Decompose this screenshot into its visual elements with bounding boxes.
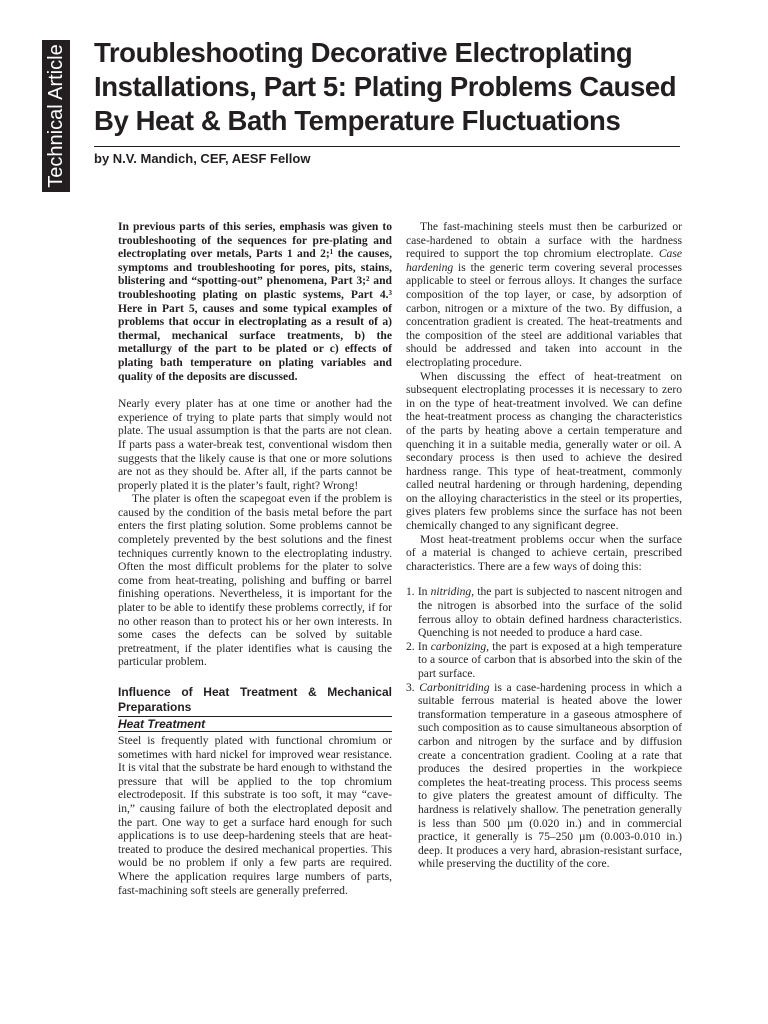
list-term: nitriding,: [430, 585, 475, 599]
body-paragraph: Steel is frequently plated with functional chromium or sometimes with hard nickel for improved wear resistance. It is vital that the substrate be hard enough to withstand the pressure that will be applied to the top chromium electrodeposit. If this substrate is too soft, it may “cave-in,” causing failure of both the electroplated deposit and the part. One way to get a surface hard enough for such applications is to use deep-hardening steels that are heat-treated to produce the desired mechanical properties. This would be no problem if only a few parts are required. Where the application requires large numbers of parts, fast-machining soft steels are generally preferred.: [118, 734, 393, 897]
abstract: In previous parts of this series, emphasis was given to troubleshooting of the sequences for pre-plating and electroplating over metals, Parts 1 and 2;¹ the causes, symptoms and troubleshooting for pores, pits, stains, blistering and “spotting-out” phenomena, Part 3;² and troubleshooting plating on plastic systems, Part 4.³ Here in Part 5, causes and some typical examples of problems that occur in electroplating as a result of a) thermal, mechanical surface treatments, b) the metallurgy of the part to be plated or c) effects of plating bath temperature on plating variables and quality of the deposits are discussed.: [118, 220, 392, 383]
list-term: carbonizing,: [430, 639, 490, 653]
body-paragraph: When discussing the effect of heat-treatment on subsequent electroplating processes it is necessary to zero in on the type of heat-treatment involved. We can define the heat-treatment process as changing the characteristics of the parts by heating above a certain temperature and quenching it in a suitable media, generally water or oil. A secondary process is then used to achieve the desired hardness range. This type of heat-treatment, commonly called neutral hardening or through hardening, depending on the alloying characteristics in the steel or its properties, gives platers few problems since the surface has not been chemically changed to any significant degree.: [406, 369, 682, 533]
text-run: The fast-machining steels must then be carburized or case-hardened to obtain a surface with the hardness required to support the top chromium electroplate.: [406, 220, 682, 261]
section-tab-label: Technical Article: [45, 44, 67, 188]
article-title: Troubleshooting Decorative Electroplating Installations, Part 5: Plating Problems Caused By Heat & Bath Temperature Fluctuations: [94, 37, 677, 136]
section-tab: [42, 40, 70, 192]
list-number: 3.: [406, 680, 415, 694]
list-item: [406, 640, 682, 681]
list-text: is a case-hardening process in which a suitable ferrous material is heated above the lower transformation temperature in a gaseous atmosphere of such composition as to cause simultaneous absorption of carbon and nitrogen by the surface and by diffusion create a concentration gradient. Cooling at a rate that produces the desired properties in the workpiece completes the heat-treating process. This process seems to give platers the greatest amount of difficulty. The hardness is relatively shallow. The penetration generally is less than 500 µm (0.020 in.) and in commercial practice, it generally is 75–250 µm (0.003-0.010 in.) deep. It produces a very hard, abrasion-resistant surface, while preserving the ductility of the core.: [418, 680, 682, 871]
list-term: Carbonitriding: [419, 680, 490, 694]
left-column: [118, 220, 392, 897]
subsection-heading: Heat Treatment: [118, 717, 392, 732]
list-number: 2. In: [406, 639, 428, 653]
body-paragraph: The plater is often the scapegoat even if the problem is caused by the condition of the basis metal before the part enters the first plating solution. Some problems cannot be completely prevented by the best solutions and the finest techniques currently known to the electroplating industry. Often the most difficult problems for the plater to solve come from heat-treating, polishing and buffing or barrel finishing operations. Nevertheless, it is important for the plater to be able to identify these problems correctly, if for no other reason than to protect his or her own interests. In some cases the defects can be solved by suitable pretreatment, if the plater identifies what is causing the particular problem.: [118, 492, 392, 669]
term-case-hardening: Case hardening: [406, 247, 682, 274]
title-divider: [94, 146, 680, 147]
process-list: [406, 585, 682, 870]
list-text: the part is exposed at a high temperature to a source of carbon that is absorbed into the skin of the part surface.: [418, 639, 682, 680]
list-item: [406, 585, 682, 639]
body-paragraph: [406, 220, 682, 370]
text-run: is the generic term covering several processes applicable to steel or ferrous alloys. It changes the surface composition of the top layer, or case, by adsorption of carbon, nitrogen or a mixture of the two. By diffusion, a concentration gradient is created. The heat-treatments and the composition of the steel are additional variables that should be addressed and taken into account in the electroplating procedure.: [406, 260, 682, 369]
byline: by N.V. Mandich, CEF, AESF Fellow: [94, 151, 311, 166]
right-column: [406, 220, 682, 871]
list-item: [406, 681, 682, 871]
body-paragraph: Most heat-treatment problems occur when the surface of a material is changed to achieve certain, prescribed characteristics. There are a few ways of doing this:: [406, 532, 682, 573]
body-paragraph: Nearly every plater has at one time or another had the experience of trying to plate parts that simply would not plate. The usual assumption is that the parts are not clean. If parts pass a water-break test, conventional wisdom then suggests that the likely cause is that one or more solutions are not as they should be. After all, if the parts cannot be properly plated it is the plater’s fault, right? Wrong!: [118, 397, 392, 492]
list-number: 1. In: [406, 585, 428, 599]
section-heading: Influence of Heat Treatment & Mechanical Preparations: [118, 685, 392, 717]
list-text: the part is subjected to nascent nitrogen and the nitrogen is absorbed into the surface of the solid ferrous alloy to obtain defined hardness characteristics. Quenching is not needed to produce a hard case.: [418, 585, 682, 640]
